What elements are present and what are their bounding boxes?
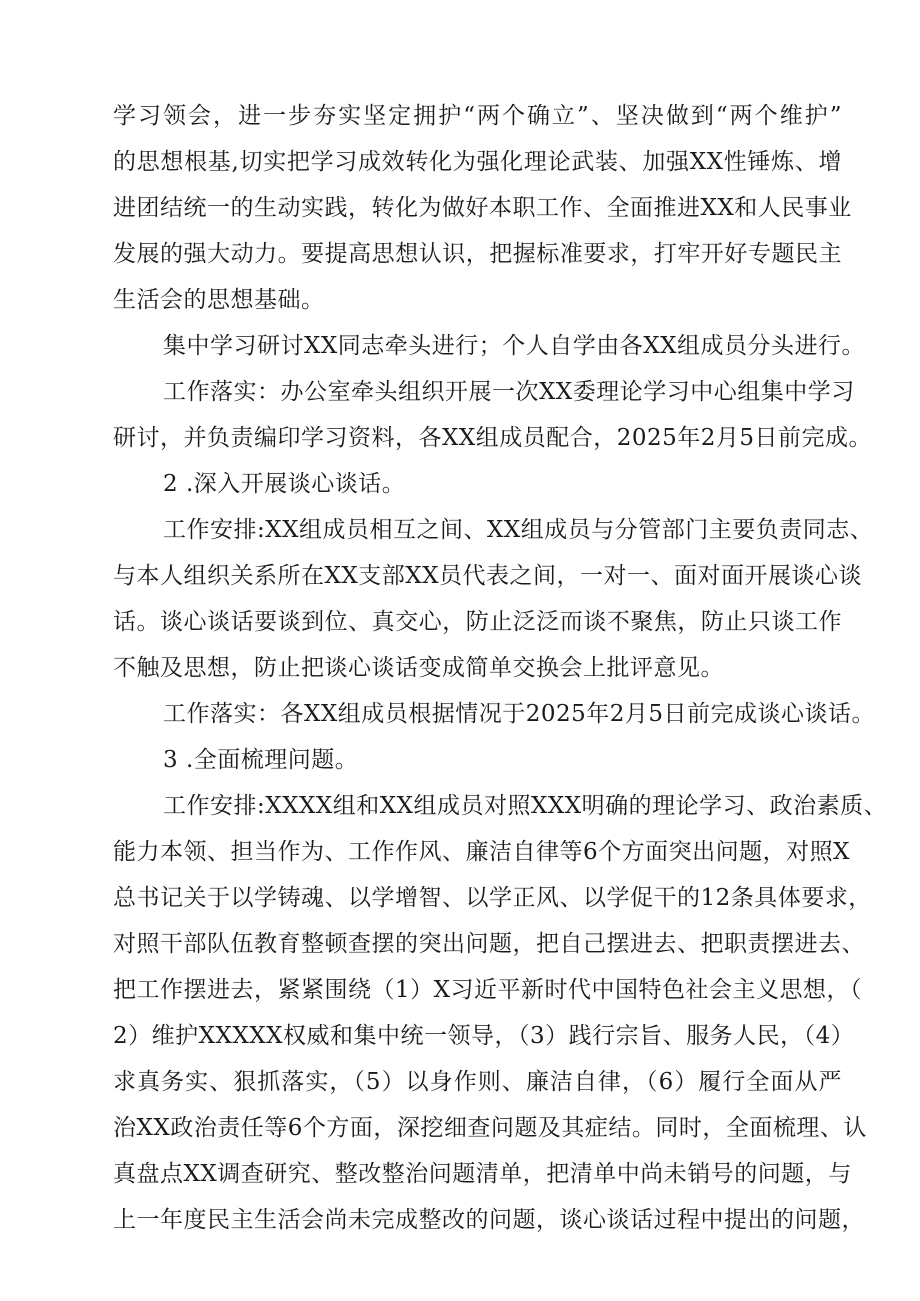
- text-line: 的思想根基,切实把学习成效转化为强化理论武装、加强XX性锤炼、增: [113, 149, 842, 175]
- text-line: 上一年度民主生活会尚未完成整改的问题，谈心谈话过程中提出的问题，: [113, 1207, 865, 1233]
- text-line: 发展的强大动力。要提高思想认识，把握标准要求，打牢开好专题民主: [113, 241, 842, 267]
- text-line: 工作落实：各XX组成员根据情况于2025年2月5日前完成谈心谈话。: [163, 701, 876, 727]
- section-heading: 2 .深入开展谈心谈话。: [163, 471, 406, 497]
- text-line: 生活会的思想基础。: [113, 287, 325, 313]
- text-line: 治XX政治责任等6个方面，深挖细查问题及其症结。同时，全面梳理、认: [113, 1115, 867, 1141]
- text-line: 2）维护XXXXX权威和集中统一领导，（3）践行宗旨、服务人民，（4）: [113, 1023, 855, 1049]
- text-line: 集中学习研讨XX同志牵头进行；个人自学由各XX组成员分头进行。: [163, 333, 865, 359]
- text-line: 把工作摆进去，紧紧围绕（1）X习近平新时代中国特色社会主义思想，（: [113, 977, 863, 1003]
- text-line: 工作安排:XX组成员相互之间、XX组成员与分管部门主要负责同志、: [163, 517, 874, 543]
- text-line: 研讨，并负责编印学习资料，各XX组成员配合，2025年2月5日前完成。: [113, 425, 873, 451]
- text-line: 与本人组织关系所在XX支部XX员代表之间，一对一、面对面开展谈心谈: [113, 563, 862, 589]
- text-line: 进团结统一的生动实践，转化为做好本职工作、全面推进XX和人民事业: [113, 195, 852, 221]
- section-heading: 3 .全面梳理问题。: [163, 747, 359, 773]
- text-line: 话。谈心谈话要谈到位、真交心，防止泛泛而谈不聚焦，防止只谈工作: [113, 609, 842, 635]
- text-line: 真盘点XX调查研究、整改整治问题清单，把清单中尚未销号的问题，与: [113, 1161, 852, 1187]
- text-line: 求真务实、狠抓落实，（5）以身作则、廉洁自律，（6）履行全面从严: [113, 1069, 842, 1095]
- text-line: 对照干部队伍教育整顿查摆的突出问题，把自己摆进去、把职责摆进去、: [113, 931, 865, 957]
- text-line: 工作安排:XXXX组和XX组成员对照XXX明确的理论学习、政治素质、: [163, 793, 888, 819]
- text-line: 学习领会，进一步夯实坚定拥护“两个确立”、坚决做到“两个维护”: [113, 103, 842, 129]
- text-line: 工作落实：办公室牵头组织开展一次XX委理论学习中心组集中学习: [163, 379, 855, 405]
- text-line: 不触及思想，防止把谈心谈话变成简单交换会上批评意见。: [113, 655, 724, 681]
- text-line: 总书记关于以学铸魂、以学增智、以学正风、以学促干的12条具体要求，: [113, 885, 872, 911]
- text-line: 能力本领、担当作为、工作作风、廉洁自律等6个方面突出问题，对照X: [113, 839, 851, 865]
